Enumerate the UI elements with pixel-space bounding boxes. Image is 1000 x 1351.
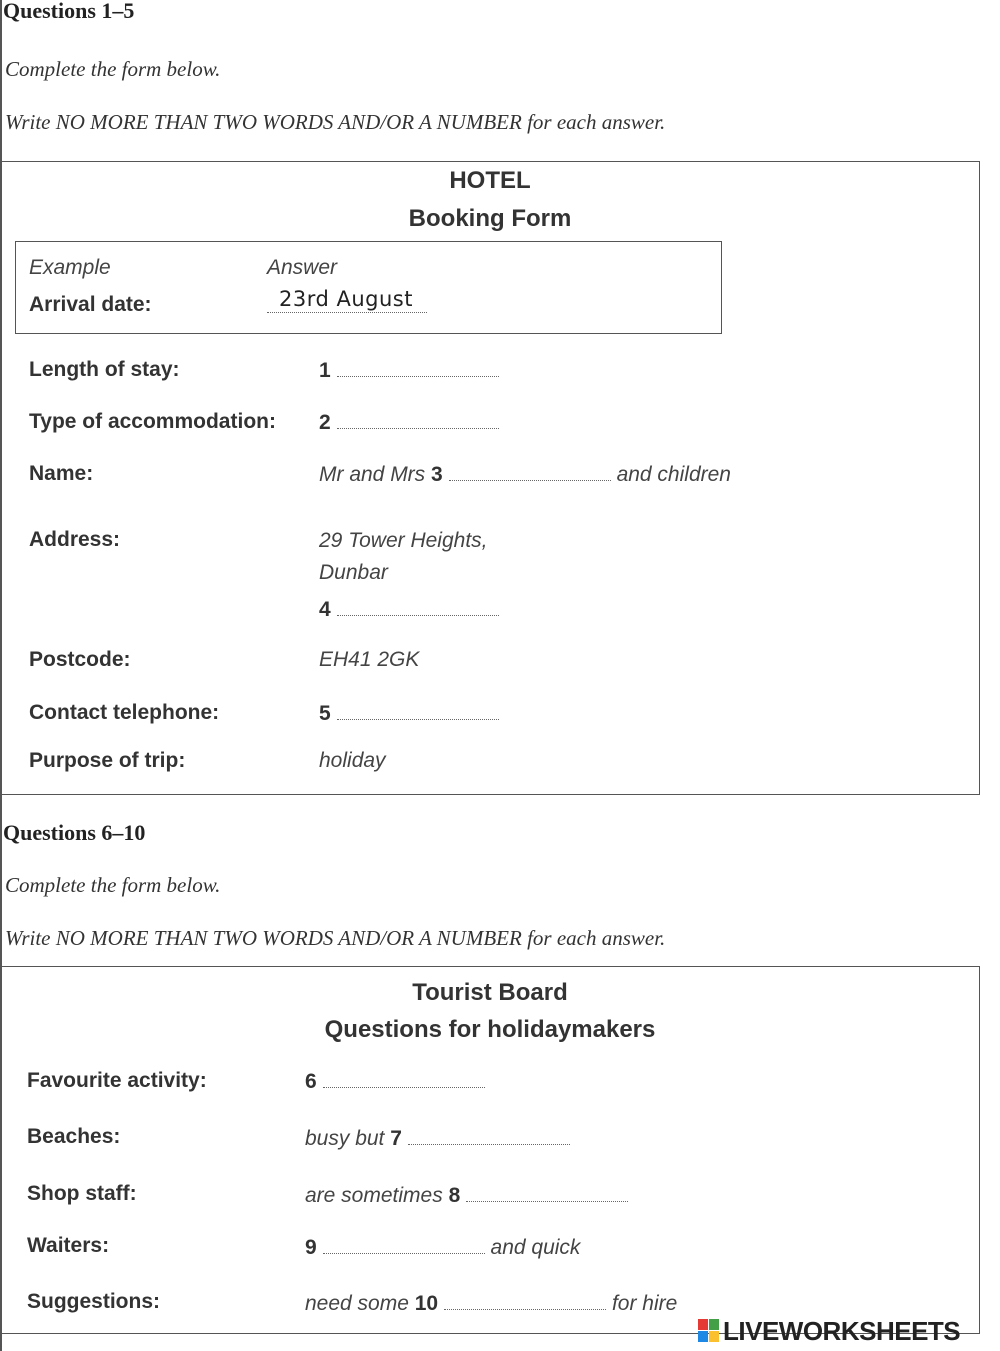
section1-heading: Questions 1–5 — [3, 0, 135, 23]
example-box — [15, 241, 722, 334]
section2-instruction-1: Complete the form below. — [5, 873, 221, 897]
form-title: HOTEL — [449, 167, 531, 194]
beaches-label: Beaches: — [27, 1125, 121, 1148]
arrival-date-answer: 23rd August — [267, 287, 427, 313]
form-subtitle: Questions for holidaymakers — [324, 1016, 656, 1043]
postcode-label: Postcode: — [29, 648, 131, 671]
answer-field-1[interactable]: 1 — [319, 359, 499, 383]
answer-field-7[interactable]: busy but 7 — [305, 1127, 570, 1151]
hotel-booking-form — [0, 161, 980, 795]
length-of-stay-label: Length of stay: — [29, 358, 180, 381]
section2-heading: Questions 6–10 — [3, 820, 146, 845]
section2-instruction-2: Write NO MORE THAN TWO WORDS AND/OR A NUMBER for each answer. — [5, 926, 666, 950]
section1-instruction-2: Write NO MORE THAN TWO WORDS AND/OR A NUMBER for each answer. — [5, 110, 666, 134]
address-line-2: Dunbar — [319, 561, 388, 584]
liveworksheets-icon — [698, 1319, 720, 1343]
purpose-of-trip-label: Purpose of trip: — [29, 749, 186, 772]
form-title: Tourist Board — [412, 979, 568, 1006]
waiters-label: Waiters: — [27, 1234, 110, 1257]
purpose-value: holiday — [319, 749, 386, 772]
arrival-date-label: Arrival date: — [29, 293, 152, 316]
answer-field-2[interactable]: 2 — [319, 411, 499, 435]
answer-field-3[interactable]: Mr and Mrs 3 and children — [319, 463, 731, 486]
liveworksheets-text: LIVEWORKSHEETS — [723, 1315, 961, 1346]
example-label: Example — [29, 256, 111, 279]
name-label: Name: — [29, 462, 94, 485]
postcode-value: EH41 2GK — [319, 648, 420, 671]
answer-field-9[interactable]: 9 and quick — [305, 1236, 581, 1259]
answer-field-4[interactable]: 4 — [319, 598, 499, 622]
address-line-1: 29 Tower Heights, — [319, 529, 488, 552]
section1-instruction-1: Complete the form below. — [5, 57, 221, 81]
tourist-board-form — [0, 966, 980, 1334]
form-subtitle: Booking Form — [408, 205, 572, 232]
address-label: Address: — [29, 528, 121, 551]
contact-telephone-label: Contact telephone: — [29, 701, 220, 724]
answer-field-5[interactable]: 5 — [319, 702, 499, 726]
answer-field-6[interactable]: 6 — [305, 1070, 485, 1094]
favourite-activity-label: Favourite activity: — [27, 1069, 207, 1092]
answer-field-8[interactable]: are sometimes 8 — [305, 1184, 628, 1208]
answer-field-10[interactable]: need some 10 for hire — [305, 1292, 678, 1315]
type-of-accommodation-label: Type of accommodation: — [29, 410, 276, 433]
answer-label: Answer — [267, 256, 338, 279]
suggestions-label: Suggestions: — [27, 1290, 161, 1313]
liveworksheets-logo — [698, 1316, 960, 1346]
shop-staff-label: Shop staff: — [27, 1182, 137, 1205]
